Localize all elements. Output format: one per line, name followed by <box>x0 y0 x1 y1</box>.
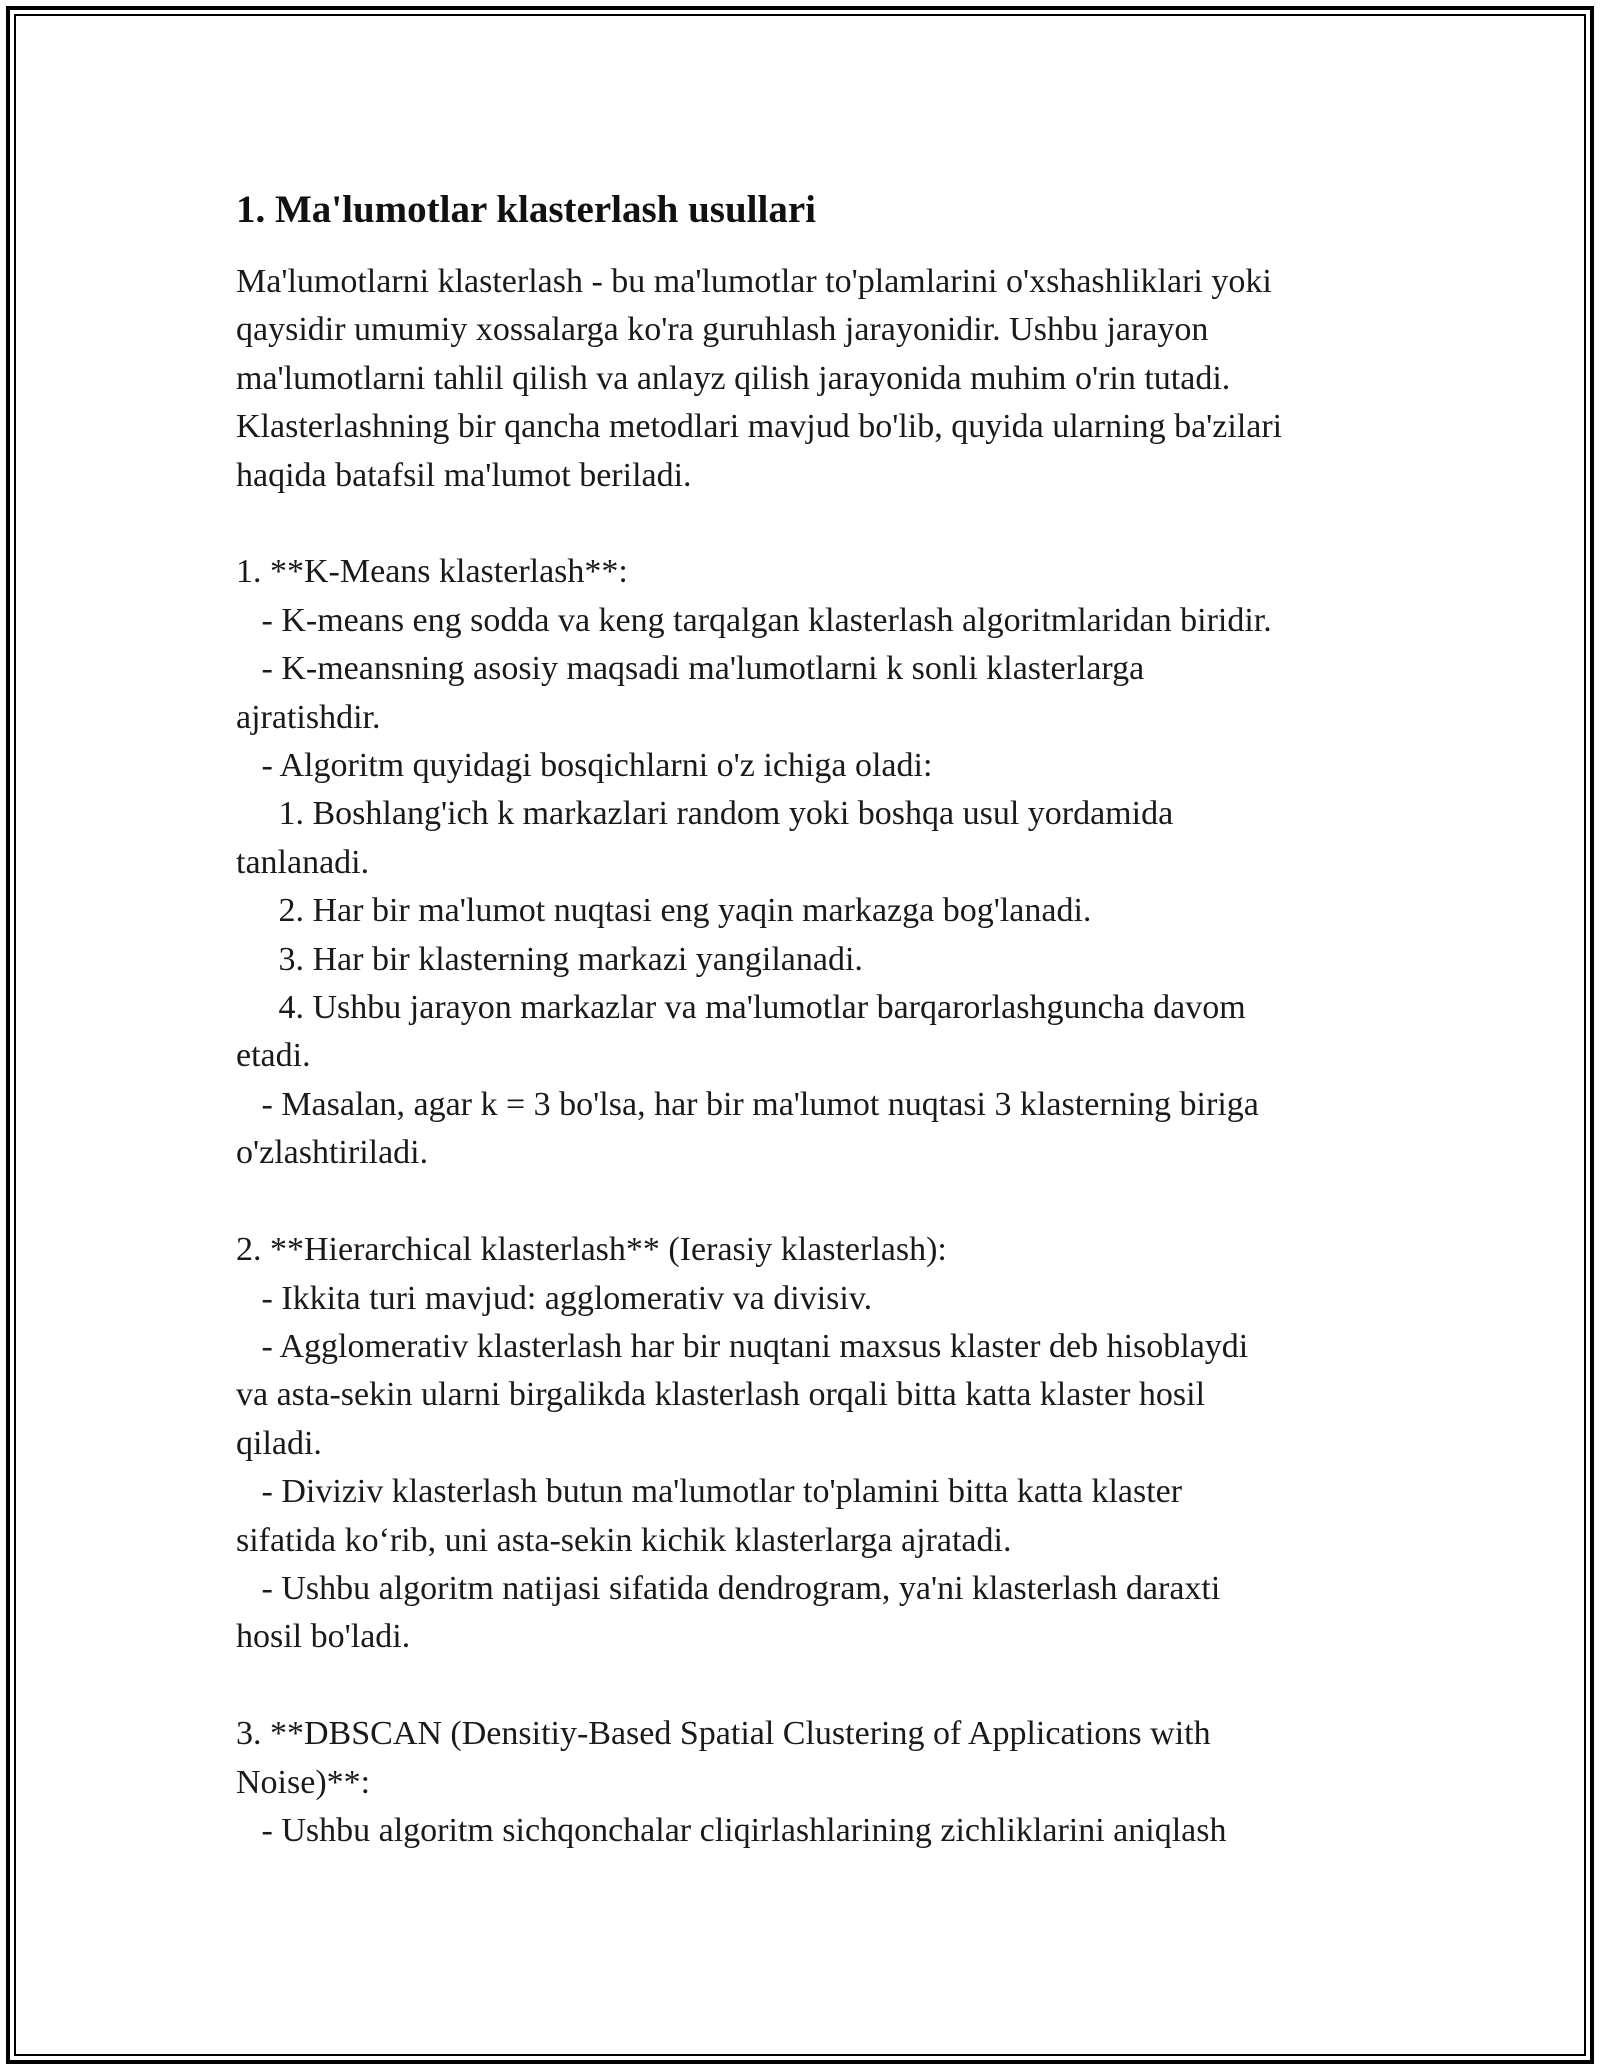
text-line: - Diviziv klasterlash butun ma'lumotlar to'plamini bitta katta klaster <box>236 1473 1183 1511</box>
list-item-heading: 3. **DBSCAN (Densitiy-Based Spatial Clustering of Applications with <box>236 1715 1211 1753</box>
text-line: - Algoritm quyidagi bosqichlarni o'z ichiga oladi: <box>236 747 933 785</box>
text-line: - Ushbu algoritm natijasi sifatida dendrogram, ya'ni klasterlash daraxti <box>236 1569 1221 1607</box>
text-line: hosil bo'ladi. <box>236 1618 411 1656</box>
text-line: 3. Har bir klasterning markazi yangilanadi. <box>236 940 863 978</box>
list-item-heading: 2. **Hierarchical klasterlash** (Ierasiy klasterlash): <box>236 1231 947 1269</box>
text-line: sifatida ko‘rib, uni asta-sekin kichik klasterlarga ajratadi. <box>236 1521 1012 1559</box>
text-line: va asta-sekin ularni birgalikda klasterlash orqali bitta katta klaster hosil <box>236 1376 1206 1414</box>
text-line: 1. Boshlang'ich k markazlari random yoki boshqa usul yordamida <box>236 795 1174 833</box>
text-line: tanlanadi. <box>236 843 370 881</box>
document-body <box>236 186 1386 1855</box>
text-line: qaysidir umumiy xossalarga ko'ra guruhlash jarayonidir. Ushbu jarayon <box>236 311 1209 349</box>
text-line: haqida batafsil ma'lumot beriladi. <box>236 456 692 494</box>
blank-line <box>236 500 1386 548</box>
blank-line <box>236 1662 1386 1710</box>
text-line: - Ikkita turi mavjud: agglomerativ va divisiv. <box>236 1279 873 1317</box>
text-line: - Masalan, agar k = 3 bo'lsa, har bir ma'lumot nuqtasi 3 klasterning biriga <box>236 1085 1259 1123</box>
text-line: qiladi. <box>236 1424 322 1462</box>
text-line: 2. Har bir ma'lumot nuqtasi eng yaqin markazga bog'lanadi. <box>236 892 1092 930</box>
text-line: - K-means eng sodda va keng tarqalgan klasterlash algoritmlaridan biridir. <box>236 601 1272 639</box>
text-line: - Ushbu algoritm sichqonchalar cliqirlashlarining zichliklarini aniqlash <box>236 1811 1227 1849</box>
blank-line <box>236 1178 1386 1226</box>
text-line: - K-meansning asosiy maqsadi ma'lumotlarni k sonli klasterlarga <box>236 650 1145 688</box>
text-line: Noise)**: <box>236 1763 371 1801</box>
list-item-heading: 1. **K-Means klasterlash**: <box>236 553 628 591</box>
text-line: 4. Ushbu jarayon markazlar va ma'lumotlar barqarorlashguncha davom <box>236 989 1246 1027</box>
text-lines <box>236 258 1386 1855</box>
text-line: ma'lumotlarni tahlil qilish va anlayz qilish jarayonida muhim o'rin tutadi. <box>236 359 1231 397</box>
text-line: o'zlashtiriladi. <box>236 1134 429 1172</box>
text-line: - Agglomerativ klasterlash har bir nuqtani maxsus klaster deb hisoblaydi <box>236 1327 1249 1365</box>
text-line: etadi. <box>236 1037 311 1075</box>
text-line: Ma'lumotlarni klasterlash - bu ma'lumotlar to'plamlarini o'xshashliklari yoki <box>236 263 1272 300</box>
text-line: ajratishdir. <box>236 698 381 736</box>
text-line: Klasterlashning bir qancha metodlari mavjud bo'lib, quyida ularning ba'zilari <box>236 408 1283 446</box>
section-heading: 1. Ma'lumotlar klasterlash usullari <box>236 188 816 231</box>
